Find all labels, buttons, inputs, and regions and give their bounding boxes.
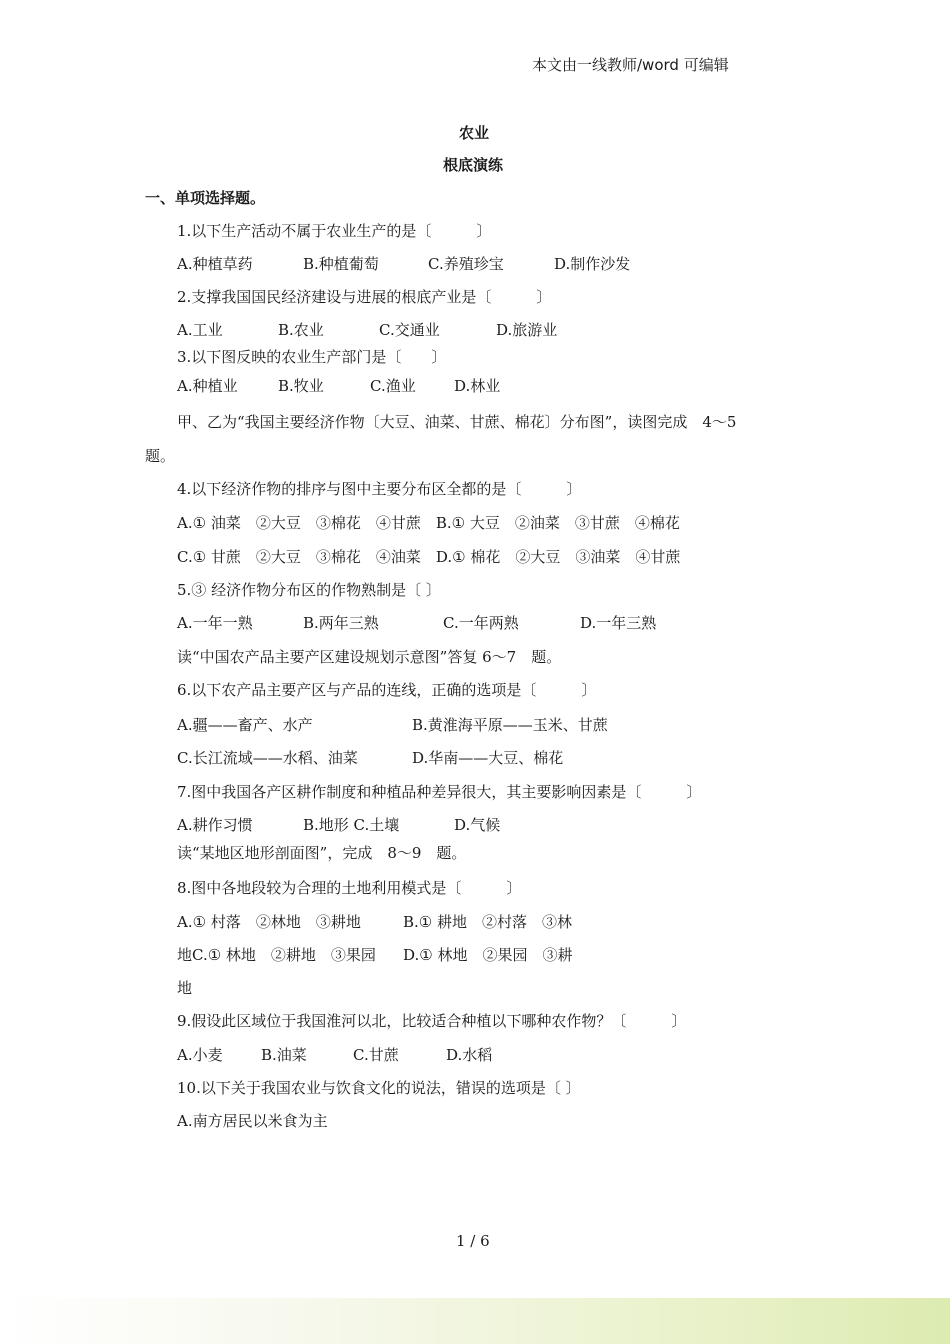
q9-option-a: A.小麦 [177,1046,223,1064]
q7-option-a: A.耕作习惯 [177,816,253,834]
q6-option-d: D.华南——大豆、棉花 [412,749,564,767]
q5-option-d: D.一年三熟 [580,614,657,632]
q4-options-cd: C.① 甘蔗 ②大豆 ③棉花 ④油菜 D.① 棉花 ②大豆 ③油菜 ④甘蔗 [177,548,681,566]
q6-option-b: B.黄淮海平原——玉米、甘蔗 [412,716,608,734]
question-10: 10.以下关于我国农业与饮食文化的说法，错误的选项是〔 〕 [177,1079,581,1097]
q8-wrap-tail: 地 [177,979,193,997]
question-6: 6.以下农产品主要产区与产品的连线，正确的选项是〔 〕 [177,681,597,699]
q10-option-a: A.南方居民以米食为主 [177,1112,328,1130]
q3-option-c: C.渔业 [370,377,416,395]
q7-option-d: D.气候 [454,816,501,834]
q5-option-b: B.两年三熟 [303,614,379,632]
question-3: 3.以下图反映的农业生产部门是〔 〕 [177,348,447,366]
q2-option-b: B.农业 [278,321,324,339]
question-8: 8.图中各地段较为合理的土地利用模式是〔 〕 [177,879,522,897]
q9-option-b: B.油菜 [261,1046,307,1064]
q8-option-c: 地C.① 林地 ②耕地 ③果园 [177,946,376,964]
q3-option-a: A.种植业 [177,377,238,395]
question-5: 5.③ 经济作物分布区的作物熟制是〔 〕 [177,581,441,599]
q3-option-d: D.林业 [454,377,501,395]
q7-option-bc: B.地形 C.土壤 [303,816,400,834]
q1-option-a: A.种植草药 [177,255,253,273]
page-title: 农业 [459,124,490,142]
page-number: 1 / 6 [456,1232,490,1250]
page-subtitle: 根底演练 [443,156,504,174]
intro-4-5-line-2: 题。 [145,447,176,465]
section-title: 一、单项选择题。 [145,189,266,207]
question-9: 9.假设此区域位于我国淮河以北，比较适合种植以下哪种农作物？〔 〕 [177,1012,687,1030]
footer-band [0,1298,950,1344]
question-1: 1.以下生产活动不属于农业生产的是〔 〕 [177,222,492,240]
q1-option-c: C.养殖珍宝 [428,255,504,273]
q1-option-d: D.制作沙发 [554,255,631,273]
q4-options-ab: A.① 油菜 ②大豆 ③棉花 ④甘蔗 B.① 大豆 ②油菜 ③甘蔗 ④棉花 [177,514,680,532]
question-7: 7.图中我国各产区耕作制度和种植品种差异很大，其主要影响因素是〔 〕 [177,783,702,801]
q2-option-d: D.旅游业 [496,321,558,339]
q2-option-c: C.交通业 [379,321,440,339]
q9-option-d: D.水稻 [446,1046,493,1064]
q6-option-c: C.长江流域——水稻、油菜 [177,749,358,767]
intro-4-5-line-1: 甲、乙为“我国主要经济作物〔大豆、油菜、甘蔗、棉花〕分布图”，读图完成 4～5 [177,413,737,431]
q8-option-d: D.① 林地 ②果园 ③耕 [403,946,573,964]
q1-option-b: B.种植葡萄 [303,255,379,273]
intro-6-7: 读“中国农产品主要产区建设规划示意图”答复 6～7 题。 [177,648,562,666]
q5-option-c: C.一年两熟 [443,614,519,632]
q3-option-b: B.牧业 [278,377,324,395]
question-2: 2.支撑我国国民经济建设与进展的根底产业是〔 〕 [177,288,552,306]
q2-option-a: A.工业 [177,321,223,339]
q9-option-c: C.甘蔗 [353,1046,399,1064]
q8-option-b: B.① 耕地 ②村落 ③林 [403,913,573,931]
question-4: 4.以下经济作物的排序与图中主要分布区全都的是〔 〕 [177,480,582,498]
header-note: 本文由一线教师/word 可编辑 [532,56,729,74]
intro-8-9: 读“某地区地形剖面图”，完成 8～9 题。 [177,844,467,862]
q5-option-a: A.一年一熟 [177,614,253,632]
q8-option-a: A.① 村落 ②林地 ③耕地 [177,913,361,931]
q6-option-a: A.疆——畜产、水产 [177,716,313,734]
